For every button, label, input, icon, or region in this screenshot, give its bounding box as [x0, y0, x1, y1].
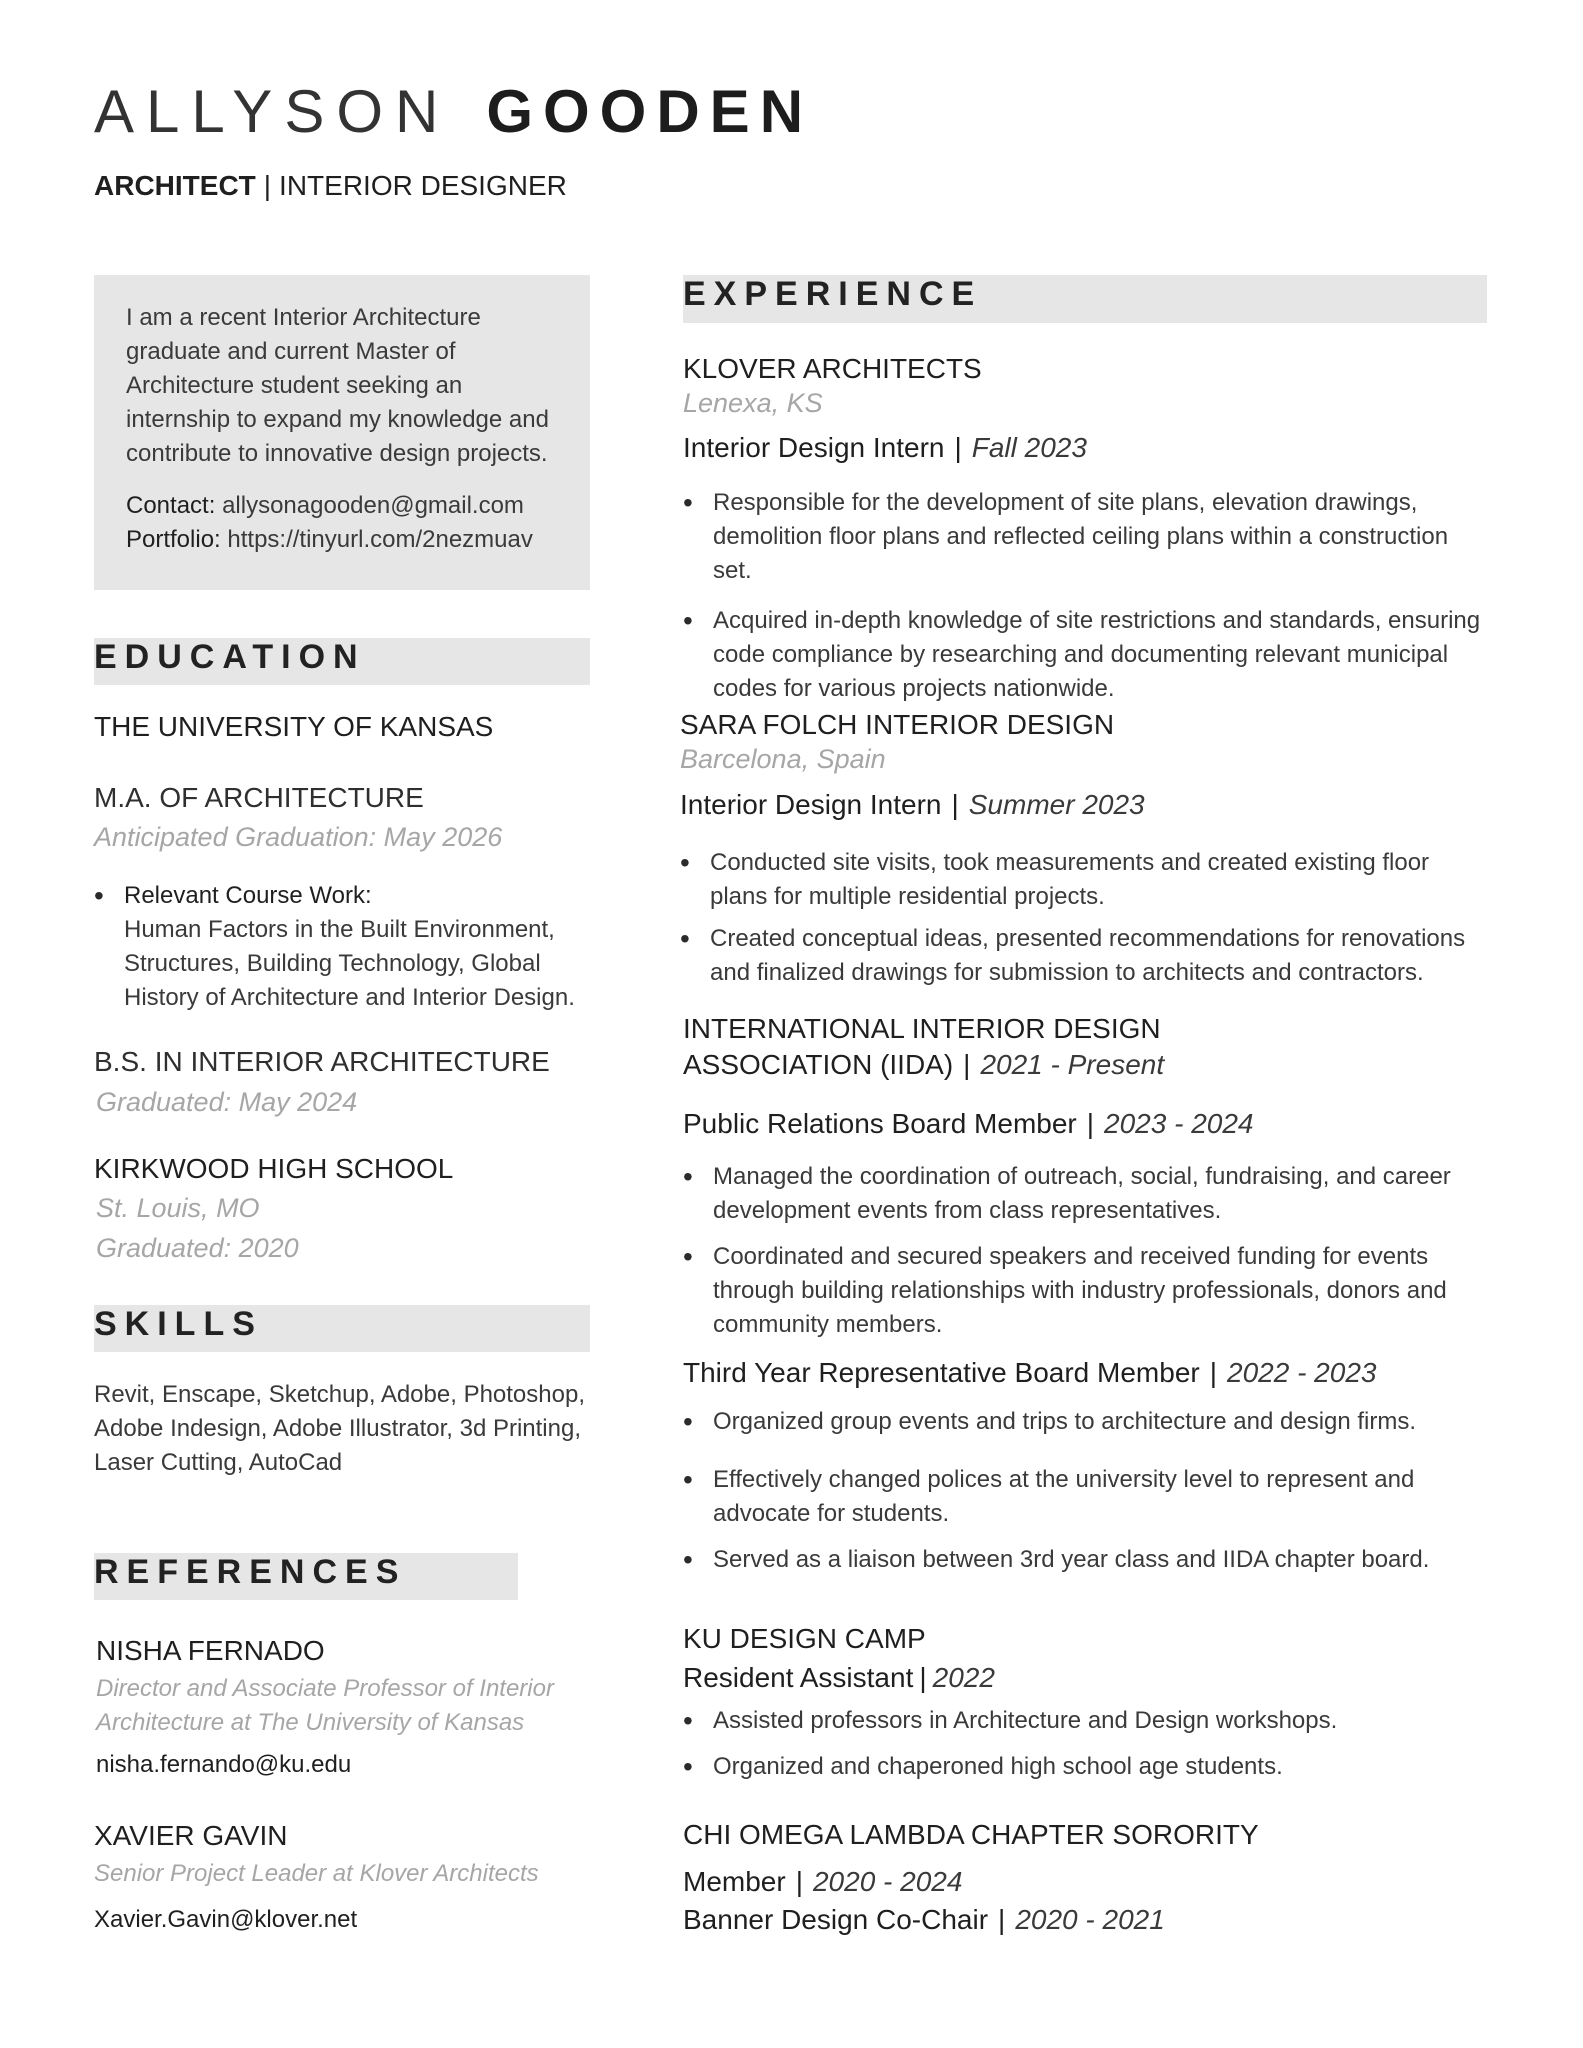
list-item: • Effectively changed polices at the university level to represent and advocate for students. [683, 1463, 1483, 1531]
references-heading: REFERENCES [94, 1553, 407, 1591]
sorority-org: CHI OMEGA LAMBDA CHAPTER SORORITY [683, 1819, 1259, 1850]
reference-email-2[interactable]: Xavier.Gavin@klover.net [94, 1906, 358, 1933]
reference-email-1[interactable]: nisha.fernando@ku.edu [96, 1751, 352, 1778]
camp-role: Resident Assistant [683, 1662, 914, 1693]
reference-desc-2: Senior Project Leader at Klover Architects [94, 1860, 539, 1887]
sara-bullets [680, 846, 1492, 1006]
list-item: • Assisted professors in Architecture and Design workshops. [683, 1704, 1483, 1738]
portfolio-link[interactable]: https://tinyurl.com/2nezmuav [227, 526, 533, 553]
iida-role1: Public Relations Board Member [683, 1108, 1077, 1139]
iida-org-line2 [683, 1049, 1164, 1081]
applicant-name [94, 78, 814, 145]
high-school-location: St. Louis, MO [96, 1193, 260, 1223]
references-heading-bar [94, 1553, 518, 1600]
role-separator: | [963, 1049, 971, 1080]
job-titles [94, 170, 567, 202]
skills-list: Revit, Enscape, Sketchup, Adobe, Photoshop, Adobe Indesign, Adobe Illustrator, 3d Printing, Laser Cutting, AutoCad [94, 1381, 585, 1476]
klover-org: KLOVER ARCHITECTS [683, 353, 982, 384]
contact-label: Contact: [126, 492, 216, 519]
sorority-role2: Banner Design Co-Chair [683, 1904, 989, 1935]
reference-name-1: NISHA FERNADO [96, 1635, 325, 1666]
iida-role2-bullets [683, 1405, 1483, 1593]
list-item: • Created conceptual ideas, presented recommendations for renovations and finalized drawings for submission to architects and contractors. [680, 922, 1492, 990]
list-item: • Managed the coordination of outreach, social, fundraising, and career development events from class representatives. [683, 1160, 1483, 1228]
role-separator: | [1209, 1357, 1217, 1388]
intro-text: I am a recent Interior Architecture graduate and current Master of Architecture student seeking an internship to expand my knowledge and contribute to innovative design projects. [126, 304, 549, 467]
klover-bullets [683, 486, 1493, 722]
role-separator: | [919, 1662, 927, 1693]
title-primary: ARCHITECT [94, 170, 256, 201]
high-school-name: KIRKWOOD HIGH SCHOOL [94, 1153, 454, 1184]
coursework-text: Human Factors in the Built Environment, Structures, Building Technology, Global History of Architecture and Interior Design. [124, 916, 575, 1011]
contact-email[interactable]: allysonagooden@gmail.com [222, 492, 524, 519]
bs-degree: B.S. IN INTERIOR ARCHITECTURE [94, 1046, 550, 1077]
camp-date: 2022 [932, 1662, 995, 1693]
iida-role1-bullets [683, 1160, 1483, 1358]
sara-date: Summer 2023 [968, 789, 1145, 820]
sara-org: SARA FOLCH INTERIOR DESIGN [680, 709, 1115, 740]
title-separator: | [263, 170, 272, 201]
iida-role2-line [683, 1357, 1376, 1389]
list-item: • Served as a liaison between 3rd year class and IIDA chapter board. [683, 1543, 1483, 1577]
reference-name-2: XAVIER GAVIN [94, 1820, 288, 1851]
iida-org-line1: INTERNATIONAL INTERIOR DESIGN [683, 1013, 1161, 1044]
klover-location: Lenexa, KS [683, 388, 823, 418]
coursework-label: • Relevant Course Work: [124, 882, 372, 909]
list-item: • Coordinated and secured speakers and received funding for events through building relationships with industry professionals, donors and community members. [683, 1240, 1483, 1342]
role-separator: | [951, 789, 959, 820]
experience-heading-bar [683, 275, 1487, 323]
sorority-role1: Member [683, 1866, 786, 1897]
klover-role: Interior Design Intern [683, 432, 945, 463]
camp-bullets [683, 1704, 1483, 1800]
title-secondary: INTERIOR DESIGNER [279, 170, 567, 201]
list-item: • Acquired in-depth knowledge of site restrictions and standards, ensuring code compliance by researching and documenting relevant municipal codes for various projects nationwide. [683, 604, 1493, 706]
list-item: • Conducted site visits, took measurements and created existing floor plans for multiple residential projects. [680, 846, 1492, 914]
sara-role: Interior Design Intern [680, 789, 942, 820]
role-separator: | [998, 1904, 1006, 1935]
experience-heading: EXPERIENCE [683, 275, 983, 313]
klover-role-line [683, 432, 1087, 464]
coursework-item [94, 879, 614, 1015]
role-separator: | [795, 1866, 803, 1897]
education-heading: EDUCATION [94, 638, 366, 676]
list-item: • Organized group events and trips to architecture and design firms. [683, 1405, 1483, 1439]
skills-heading-bar [94, 1305, 590, 1352]
portfolio-label: Portfolio: [126, 526, 221, 553]
role-separator: | [954, 432, 962, 463]
bs-graduation: Graduated: May 2024 [96, 1087, 358, 1117]
university-name: THE UNIVERSITY OF KANSAS [94, 711, 494, 742]
camp-org: KU DESIGN CAMP [683, 1623, 926, 1654]
first-name: ALLYSON [94, 78, 451, 145]
iida-role2-date: 2022 - 2023 [1227, 1357, 1377, 1388]
sorority-role1-date: 2020 - 2024 [812, 1866, 963, 1897]
sorority-role2-line [683, 1904, 1165, 1936]
high-school-graduation: Graduated: 2020 [96, 1233, 299, 1263]
skills-heading: SKILLS [94, 1305, 263, 1343]
sara-role-line [680, 789, 1145, 821]
role-separator: | [1086, 1108, 1095, 1139]
reference-desc-1: Director and Associate Professor of Interior Architecture at The University of Kansas [96, 1675, 554, 1736]
portfolio-line [126, 523, 560, 557]
iida-org-date: 2021 - Present [980, 1049, 1165, 1080]
iida-role1-line [683, 1108, 1254, 1140]
iida-org-name: ASSOCIATION (IIDA) [683, 1049, 954, 1080]
education-heading-bar [94, 638, 590, 685]
last-name: GOODEN [486, 78, 814, 145]
iida-role2: Third Year Representative Board Member [683, 1357, 1200, 1388]
list-item: • Responsible for the development of site plans, elevation drawings, demolition floor plans and reflected ceiling plans within a construction set. [683, 486, 1493, 588]
camp-role-line [683, 1662, 995, 1694]
sorority-role2-date: 2020 - 2021 [1015, 1904, 1165, 1935]
ma-degree: M.A. OF ARCHITECTURE [94, 782, 424, 813]
sara-location: Barcelona, Spain [680, 744, 886, 774]
intro-box [94, 275, 590, 590]
list-item: • Organized and chaperoned high school age students. [683, 1750, 1483, 1784]
iida-role1-date: 2023 - 2024 [1104, 1108, 1254, 1139]
klover-date: Fall 2023 [971, 432, 1087, 463]
sorority-role1-line [683, 1866, 962, 1898]
ma-graduation: Anticipated Graduation: May 2026 [94, 822, 503, 852]
contact-line [126, 489, 560, 523]
